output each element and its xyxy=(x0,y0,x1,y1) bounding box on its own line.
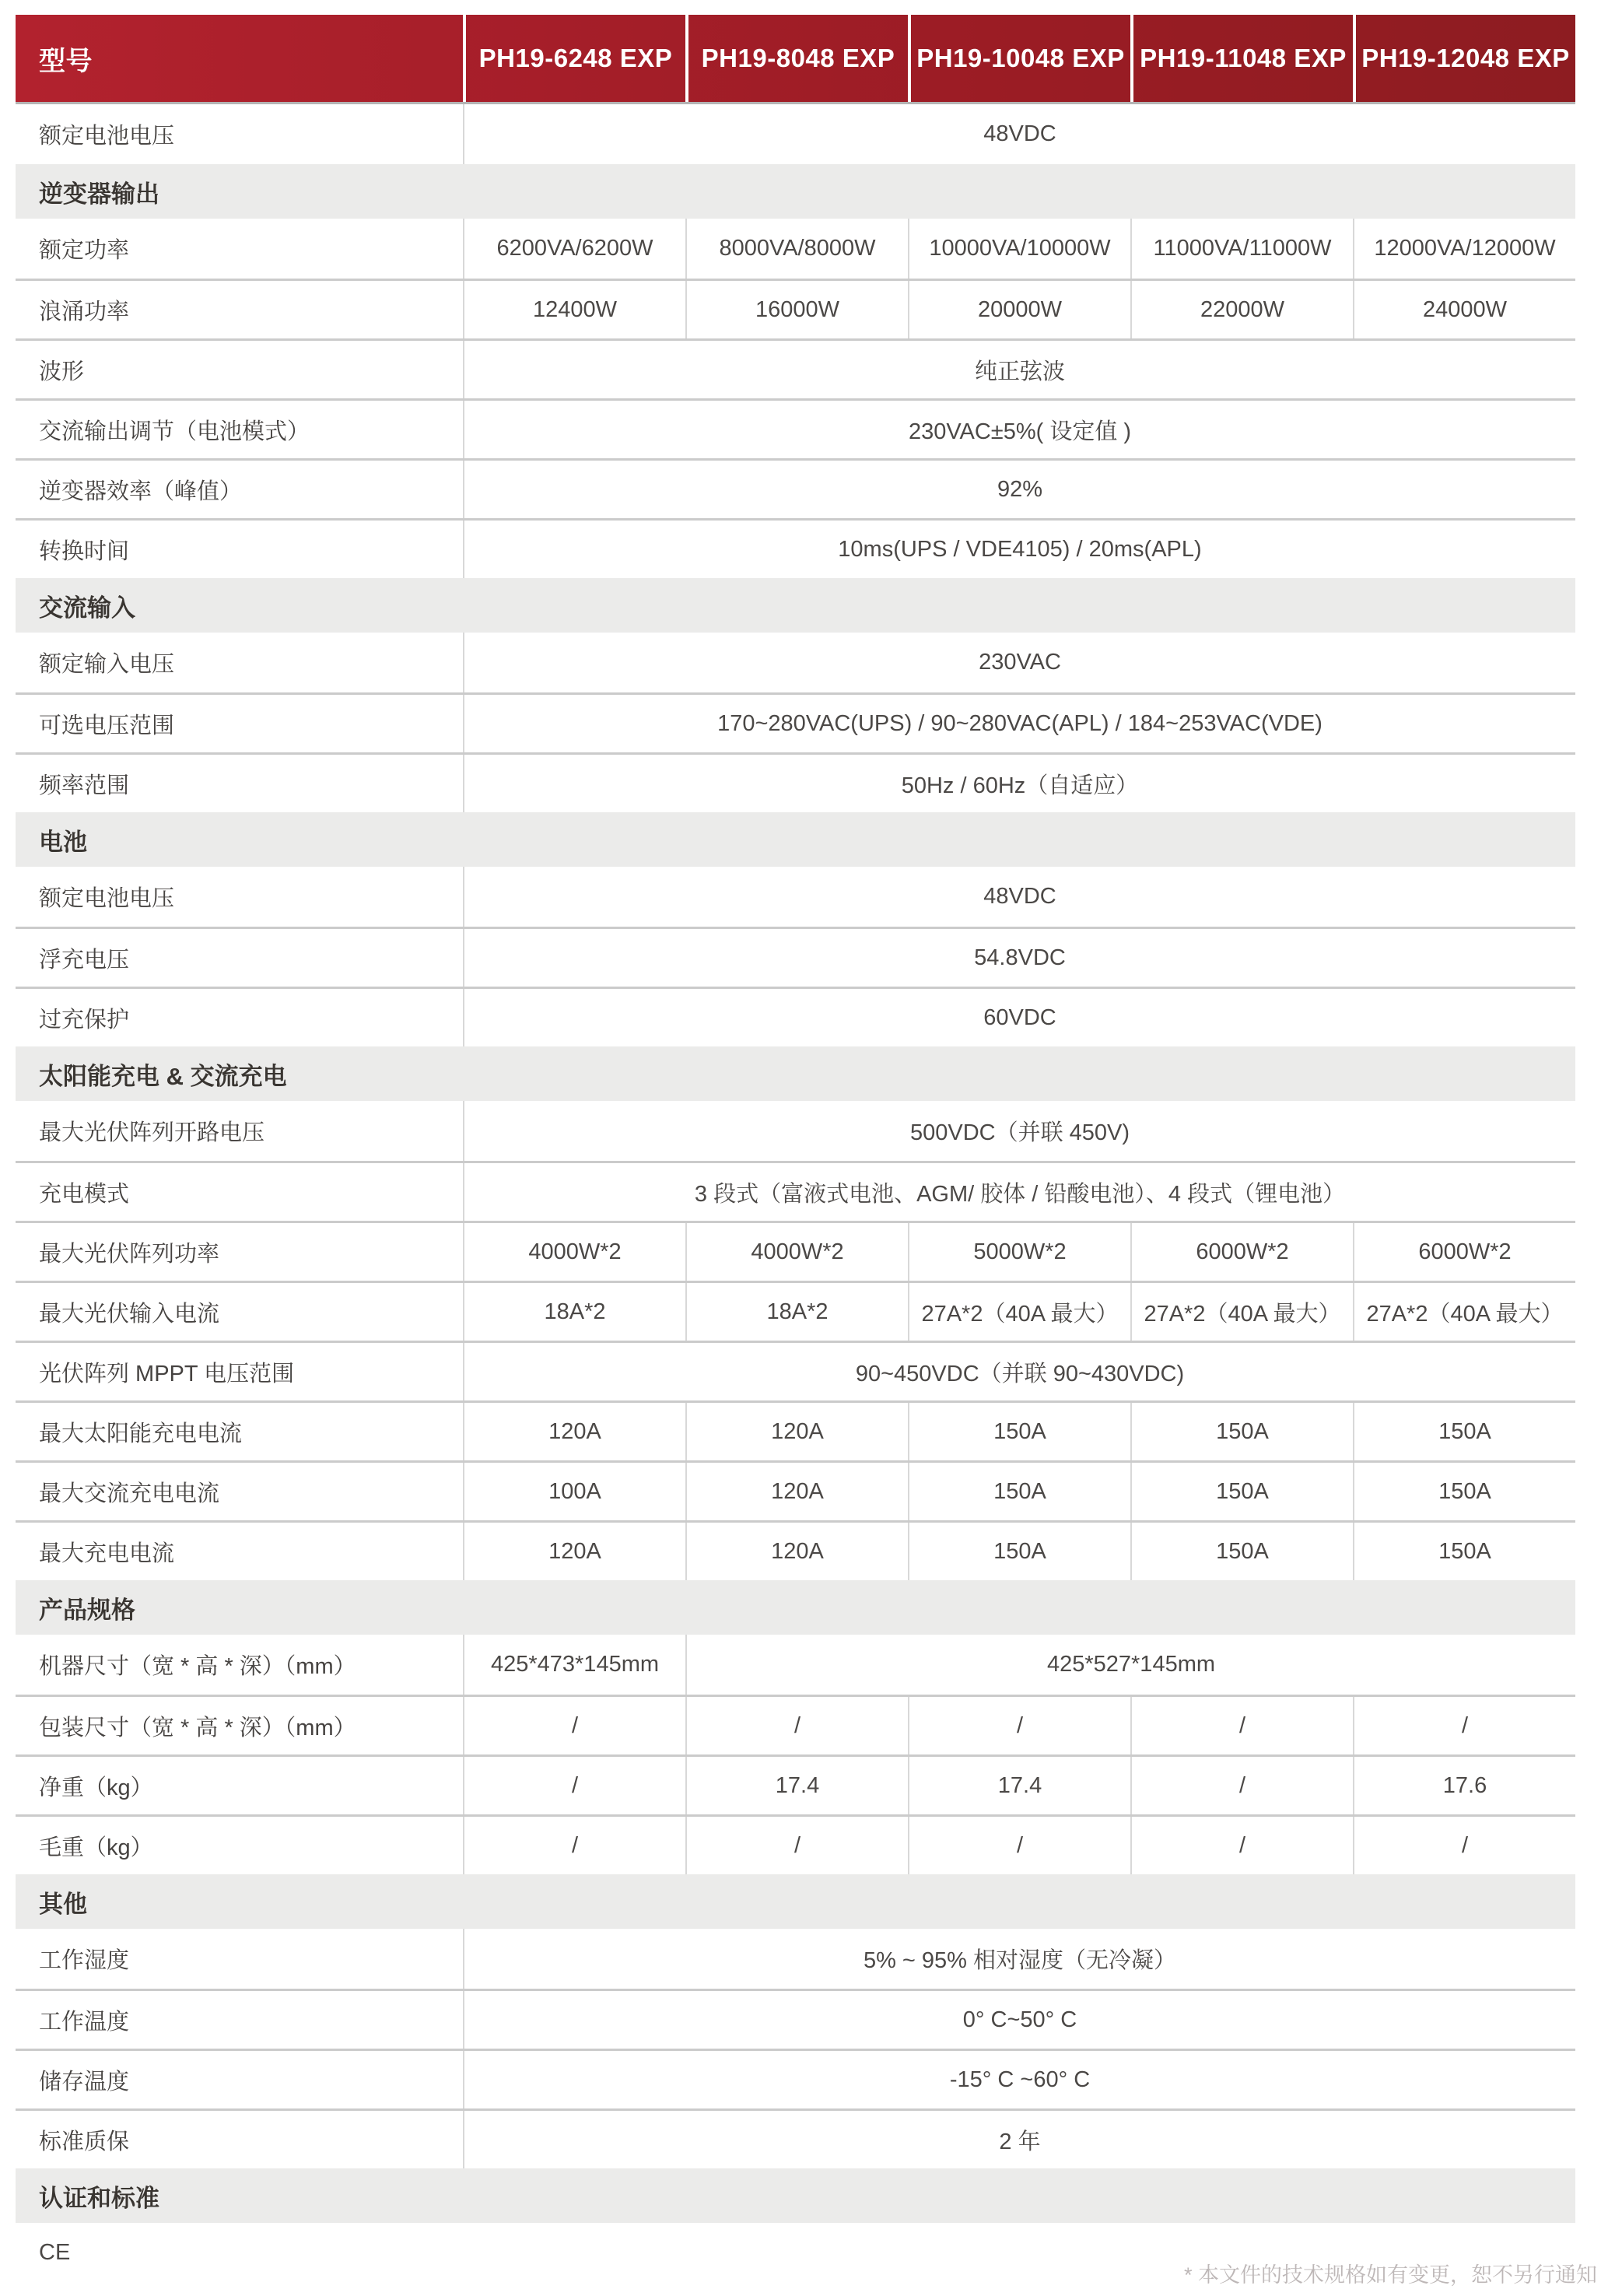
row-value: 150A xyxy=(1130,1463,1353,1520)
table-row xyxy=(16,987,1575,1046)
row-value: 4000W*2 xyxy=(463,1223,685,1281)
row-value: 150A xyxy=(1130,1403,1353,1460)
row-label: 最大交流充电电流 xyxy=(39,1481,220,1506)
section-row: 电池 xyxy=(16,812,1575,867)
row-value: / xyxy=(908,1697,1130,1754)
header-model-ph19-11048-exp: PH19-11048 EXP xyxy=(1130,15,1353,102)
table-row xyxy=(16,1635,1575,1695)
row-value: 100A xyxy=(463,1463,685,1520)
row-value-merged: 170~280VAC(UPS) / 90~280VAC(APL) / 184~253VAC(VDE) xyxy=(463,695,1575,752)
row-label: 额定电池电压 xyxy=(39,886,175,911)
table-row xyxy=(16,1341,1575,1400)
header-model-ph19-10048-exp: PH19-10048 EXP xyxy=(908,15,1130,102)
section-row: 认证和标准 xyxy=(16,2168,1575,2223)
row-value-merged: 425*527*145mm xyxy=(685,1635,1575,1695)
table-row xyxy=(16,927,1575,987)
row-label: 交流输出调节（电池模式） xyxy=(39,419,310,444)
row-value: 8000VA/8000W xyxy=(685,219,908,279)
row-label: 最大光伏输入电流 xyxy=(39,1301,220,1327)
row-label: 机器尺寸（宽 * 高 * 深）（mm） xyxy=(39,1654,356,1679)
table-row xyxy=(16,338,1575,398)
table-row xyxy=(16,1101,1575,1161)
table-row xyxy=(16,1221,1575,1281)
row-value: / xyxy=(685,1697,908,1754)
row-label: 最大光伏阵列开路电压 xyxy=(39,1120,265,1145)
table-row xyxy=(16,104,1575,164)
table-row xyxy=(16,1929,1575,1989)
row-value: 6000W*2 xyxy=(1130,1223,1353,1281)
section-row: 太阳能充电 & 交流充电 xyxy=(16,1046,1575,1101)
row-label: 工作湿度 xyxy=(39,1948,130,1973)
row-label: 额定功率 xyxy=(39,238,130,263)
row-value: / xyxy=(1130,1817,1353,1874)
row-value-merged: 54.8VDC xyxy=(463,929,1575,987)
row-label: 过充保护 xyxy=(39,1007,130,1032)
row-value: 18A*2 xyxy=(685,1283,908,1341)
row-label: 逆变器效率（峰值） xyxy=(39,478,243,504)
table-row xyxy=(16,219,1575,279)
row-value: 17.6 xyxy=(1353,1757,1575,1814)
table-row xyxy=(16,398,1575,458)
row-value: 5000W*2 xyxy=(908,1223,1130,1281)
row-value: / xyxy=(1353,1817,1575,1874)
row-label: 波形 xyxy=(39,359,85,384)
section-row: 逆变器输出 xyxy=(16,164,1575,219)
row-label: 浮充电压 xyxy=(39,947,130,973)
row-value-merged: 92% xyxy=(463,461,1575,518)
table-body xyxy=(16,104,1575,2283)
row-label: 标准质保 xyxy=(39,2129,130,2154)
header-model-label: 型号 xyxy=(39,46,93,76)
row-value: / xyxy=(685,1817,908,1874)
row-value-merged: 48VDC xyxy=(463,867,1575,927)
row-value: 120A xyxy=(685,1523,908,1580)
row-value: 425*473*145mm xyxy=(463,1635,685,1695)
row-value-merged: -15° C ~60° C xyxy=(463,2051,1575,2108)
row-value-merged: 5% ~ 95% 相对湿度（无冷凝） xyxy=(463,1929,1575,1989)
row-value: / xyxy=(463,1817,685,1874)
row-value-merged: 50Hz / 60Hz（自适应） xyxy=(463,755,1575,812)
table-row xyxy=(16,633,1575,692)
row-value: / xyxy=(908,1817,1130,1874)
row-value-merged: 230VAC±5%( 设定值 ) xyxy=(463,401,1575,458)
table-row xyxy=(16,692,1575,752)
row-value: 22000W xyxy=(1130,281,1353,338)
row-value: 17.4 xyxy=(908,1757,1130,1814)
row-value: 4000W*2 xyxy=(685,1223,908,1281)
row-label: 浪涌功率 xyxy=(39,299,130,324)
row-label: 转换时间 xyxy=(39,538,130,564)
row-label: 额定输入电压 xyxy=(39,652,175,677)
table-row xyxy=(16,1460,1575,1520)
row-value-merged: 纯正弦波 xyxy=(463,341,1575,398)
row-value: / xyxy=(1130,1697,1353,1754)
table-row xyxy=(16,867,1575,927)
spec-table xyxy=(16,15,1575,2283)
row-value-merged: 60VDC xyxy=(463,989,1575,1046)
row-value: 10000VA/10000W xyxy=(908,219,1130,279)
row-value: 120A xyxy=(463,1523,685,1580)
row-value-merged: 2 年 xyxy=(463,2111,1575,2168)
row-value-merged: 90~450VDC（并联 90~430VDC) xyxy=(463,1343,1575,1400)
row-value: 6000W*2 xyxy=(1353,1223,1575,1281)
table-header-row xyxy=(16,15,1575,104)
row-value-merged: 500VDC（并联 450V) xyxy=(463,1101,1575,1161)
table-row xyxy=(16,1281,1575,1341)
row-label: 包装尺寸（宽 * 高 * 深）（mm） xyxy=(39,1715,356,1740)
table-row xyxy=(16,518,1575,578)
section-row: 其他 xyxy=(16,1874,1575,1929)
row-label: 工作温度 xyxy=(39,2009,130,2035)
row-value: 150A xyxy=(1353,1463,1575,1520)
row-value: 12000VA/12000W xyxy=(1353,219,1575,279)
row-label: 光伏阵列 MPPT 电压范围 xyxy=(39,1361,295,1386)
row-value: 120A xyxy=(685,1403,908,1460)
table-row xyxy=(16,1989,1575,2049)
footnote: * 本文件的技术规格如有变更，恕不另行通知 xyxy=(1183,2263,1597,2287)
table-row xyxy=(16,1695,1575,1754)
header-model-ph19-12048-exp: PH19-12048 EXP xyxy=(1353,15,1575,102)
row-label: 额定电池电压 xyxy=(39,124,175,149)
row-value-merged: 10ms(UPS / VDE4105) / 20ms(APL) xyxy=(463,521,1575,578)
row-value: 150A xyxy=(1353,1523,1575,1580)
row-value-merged: 0° C~50° C xyxy=(463,1991,1575,2049)
row-value: 27A*2（40A 最大） xyxy=(1130,1283,1353,1341)
row-label: 最大充电电流 xyxy=(39,1541,175,1566)
table-row xyxy=(16,1754,1575,1814)
row-value: 6200VA/6200W xyxy=(463,219,685,279)
row-value: 150A xyxy=(908,1523,1130,1580)
table-row xyxy=(16,752,1575,812)
row-value: 120A xyxy=(685,1463,908,1520)
row-value: 27A*2（40A 最大） xyxy=(908,1283,1130,1341)
row-value: 17.4 xyxy=(685,1757,908,1814)
table-row xyxy=(16,1161,1575,1221)
row-value: 11000VA/11000W xyxy=(1130,219,1353,279)
row-value-merged: 48VDC xyxy=(463,104,1575,164)
header-model-ph19-8048-exp: PH19-8048 EXP xyxy=(685,15,908,102)
row-label: 最大太阳能充电电流 xyxy=(39,1421,243,1446)
row-value: 27A*2（40A 最大） xyxy=(1353,1283,1575,1341)
row-label: 频率范围 xyxy=(39,773,130,798)
header-model-ph19-6248-exp: PH19-6248 EXP xyxy=(463,15,685,102)
row-value: 150A xyxy=(908,1403,1130,1460)
row-label: 可选电压范围 xyxy=(39,713,175,738)
row-value: 16000W xyxy=(685,281,908,338)
section-row: 交流输入 xyxy=(16,578,1575,633)
row-value: / xyxy=(1353,1697,1575,1754)
row-value: / xyxy=(463,1697,685,1754)
row-value: 20000W xyxy=(908,281,1130,338)
certification-row: CE xyxy=(39,2240,71,2265)
section-row: 产品规格 xyxy=(16,1580,1575,1635)
row-value: 12400W xyxy=(463,281,685,338)
row-value-merged: 3 段式（富液式电池、AGM/ 胶体 / 铅酸电池）、4 段式（锂电池） xyxy=(463,1163,1575,1221)
row-label: 充电模式 xyxy=(39,1181,130,1207)
row-label: 净重（kg） xyxy=(39,1775,153,1800)
row-value: 18A*2 xyxy=(463,1283,685,1341)
table-row xyxy=(16,1400,1575,1460)
row-value: 150A xyxy=(908,1463,1130,1520)
row-value: / xyxy=(463,1757,685,1814)
row-label: 最大光伏阵列功率 xyxy=(39,1241,220,1267)
table-row xyxy=(16,2049,1575,2108)
row-value: 24000W xyxy=(1353,281,1575,338)
row-value: 150A xyxy=(1130,1523,1353,1580)
row-label: 毛重（kg） xyxy=(39,1835,153,1860)
row-value: 150A xyxy=(1353,1403,1575,1460)
row-value: / xyxy=(1130,1757,1353,1814)
row-label: 储存温度 xyxy=(39,2069,130,2094)
row-value-merged: 230VAC xyxy=(463,633,1575,692)
table-row xyxy=(16,458,1575,518)
row-value: 120A xyxy=(463,1403,685,1460)
table-row xyxy=(16,1520,1575,1580)
table-row xyxy=(16,2108,1575,2168)
table-row xyxy=(16,1814,1575,1874)
table-row xyxy=(16,279,1575,338)
